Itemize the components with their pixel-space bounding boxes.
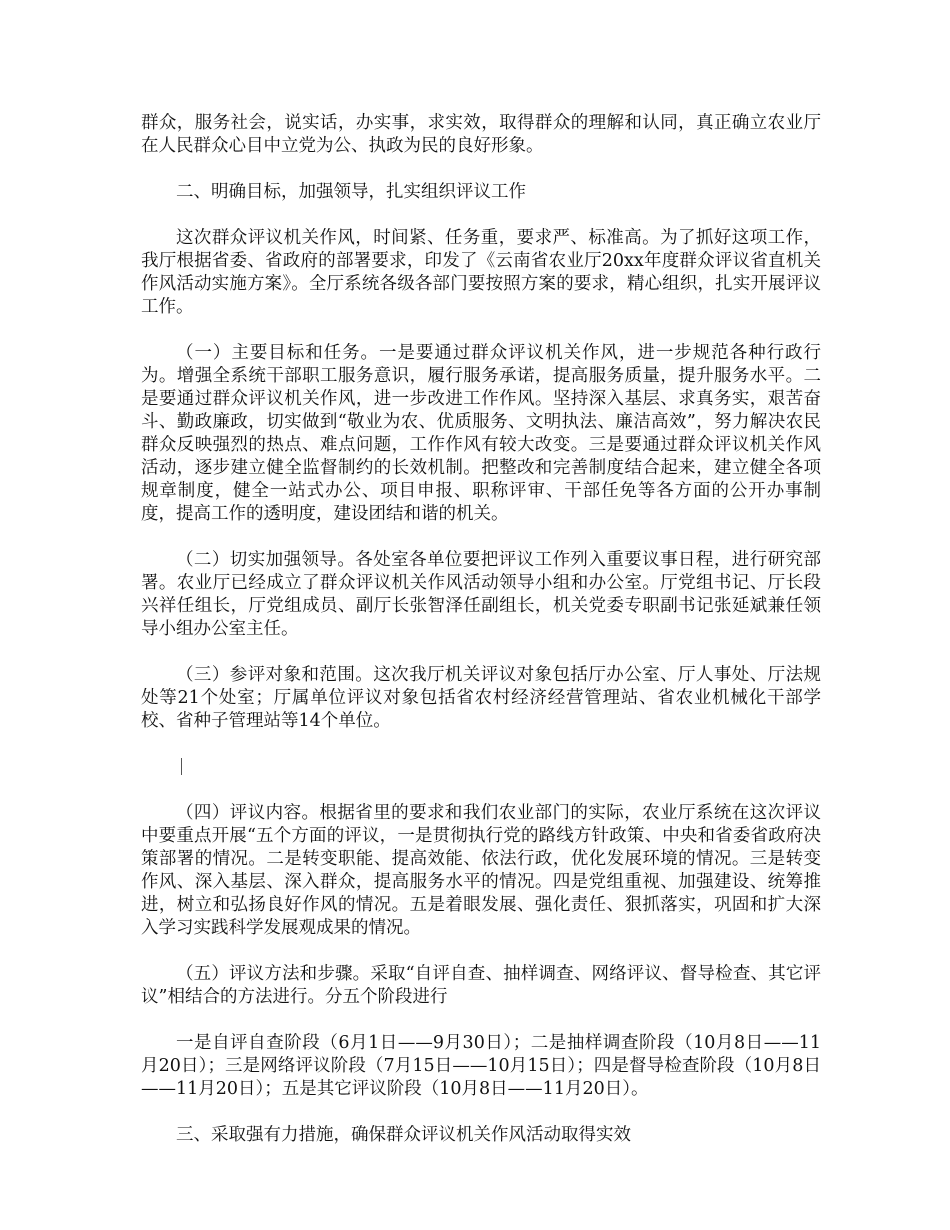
- paragraph-goals: （一）主要目标和任务。一是要通过群众评议机关作风，进一步规范各种行政行为。增强全系统干部职工服务意识，履行服务承诺，提高服务质量，提升服务水平。二是要通过群众评议机关作风，进一步改进工作作风。坚持深入基层、求真务实，艰苦奋斗、勤政廉政，切实做到“敬业为农、优质服务、文明执法、廉洁高效”，努力解决农民群众反映强烈的热点、难点问题，工作作风有较大改变。三是要通过群众评议机关作风活动，逐步建立健全监督制约的长效机制。把整改和完善制度结合起来，建立健全各项规章制度，健全一站式办公、项目申报、职称评审、干部任免等各方面的公开办事制度，提高工作的透明度，建设团结和谐的机关。: [141, 343, 821, 524]
- section-heading-three: 三、采取强有力措施，确保群众评议机关作风活动取得实效: [176, 1125, 631, 1145]
- paragraph-intro: 这次群众评议机关作风，时间紧、任务重，要求严、标准高。为了抓好这项工作，我厅根据省委、省政府的部署要求，印发了《云南省农业厅20xx年度群众评议省直机关作风活动实施方案》。全厅系统各级各部门要按照方案的要求，精心组织，扎实开展评议工作。: [141, 228, 821, 317]
- section-heading-two: 二、明确目标，加强领导，扎实组织评议工作: [176, 182, 526, 202]
- text-cursor-line[interactable]: [141, 756, 821, 779]
- paragraph-methods: （五）评议方法和步骤。采取“自评自查、抽样调查、网络评议、督导检查、其它评议”相结合的方法进行。分五个阶段进行: [141, 964, 821, 1007]
- paragraph-scope: （三）参评对象和范围。这次我厅机关评议对象包括厅办公室、厅人事处、厅法规处等21个处室；厅属单位评议对象包括省农村经济经营管理站、省农业机械化干部学校、省种子管理站等14个单位。: [141, 665, 821, 731]
- document-body: [141, 112, 821, 1170]
- paragraph-content: （四）评议内容。根据省里的要求和我们农业部门的实际，农业厅系统在这次评议中要重点开展“五个方面的评议，一是贯彻执行党的路线方针政策、中央和省委省政府决策部署的情况。二是转变职能、提高效能、依法行政，优化发展环境的情况。三是转变作风、深入基层、深入群众，提高服务水平的情况。四是党组重视、加强建设、统筹推进，树立和弘扬良好作风的情况。五是着眼发展、强化责任、狠抓落实，巩固和扩大深入学习实践科学发展观成果的情况。: [141, 803, 821, 938]
- text-cursor: [181, 758, 182, 775]
- paragraph-stages: 一是自评自查阶段（6月1日——9月30日）；二是抽样调查阶段（10月8日——11月20日）；三是网络评议阶段（7月15日——10月15日）；四是督导检查阶段（10月8日——11月20日）；五是其它评议阶段（10月8日——11月20日）。: [141, 1033, 821, 1099]
- paragraph-leadership: （二）切实加强领导。各处室各单位要把评议工作列入重要议事日程，进行研究部署。农业厅已经成立了群众评议机关作风活动领导小组和办公室。厅党组书记、厅长段兴祥任组长，厅党组成员、副厅长张智泽任副组长，机关党委专职副书记张延斌兼任领导小组办公室主任。: [141, 550, 821, 639]
- paragraph-continuation: 群众，服务社会，说实话，办实事，求实效，取得群众的理解和认同，真正确立农业厅在人民群众心目中立党为公、执政为民的良好形象。: [141, 113, 821, 156]
